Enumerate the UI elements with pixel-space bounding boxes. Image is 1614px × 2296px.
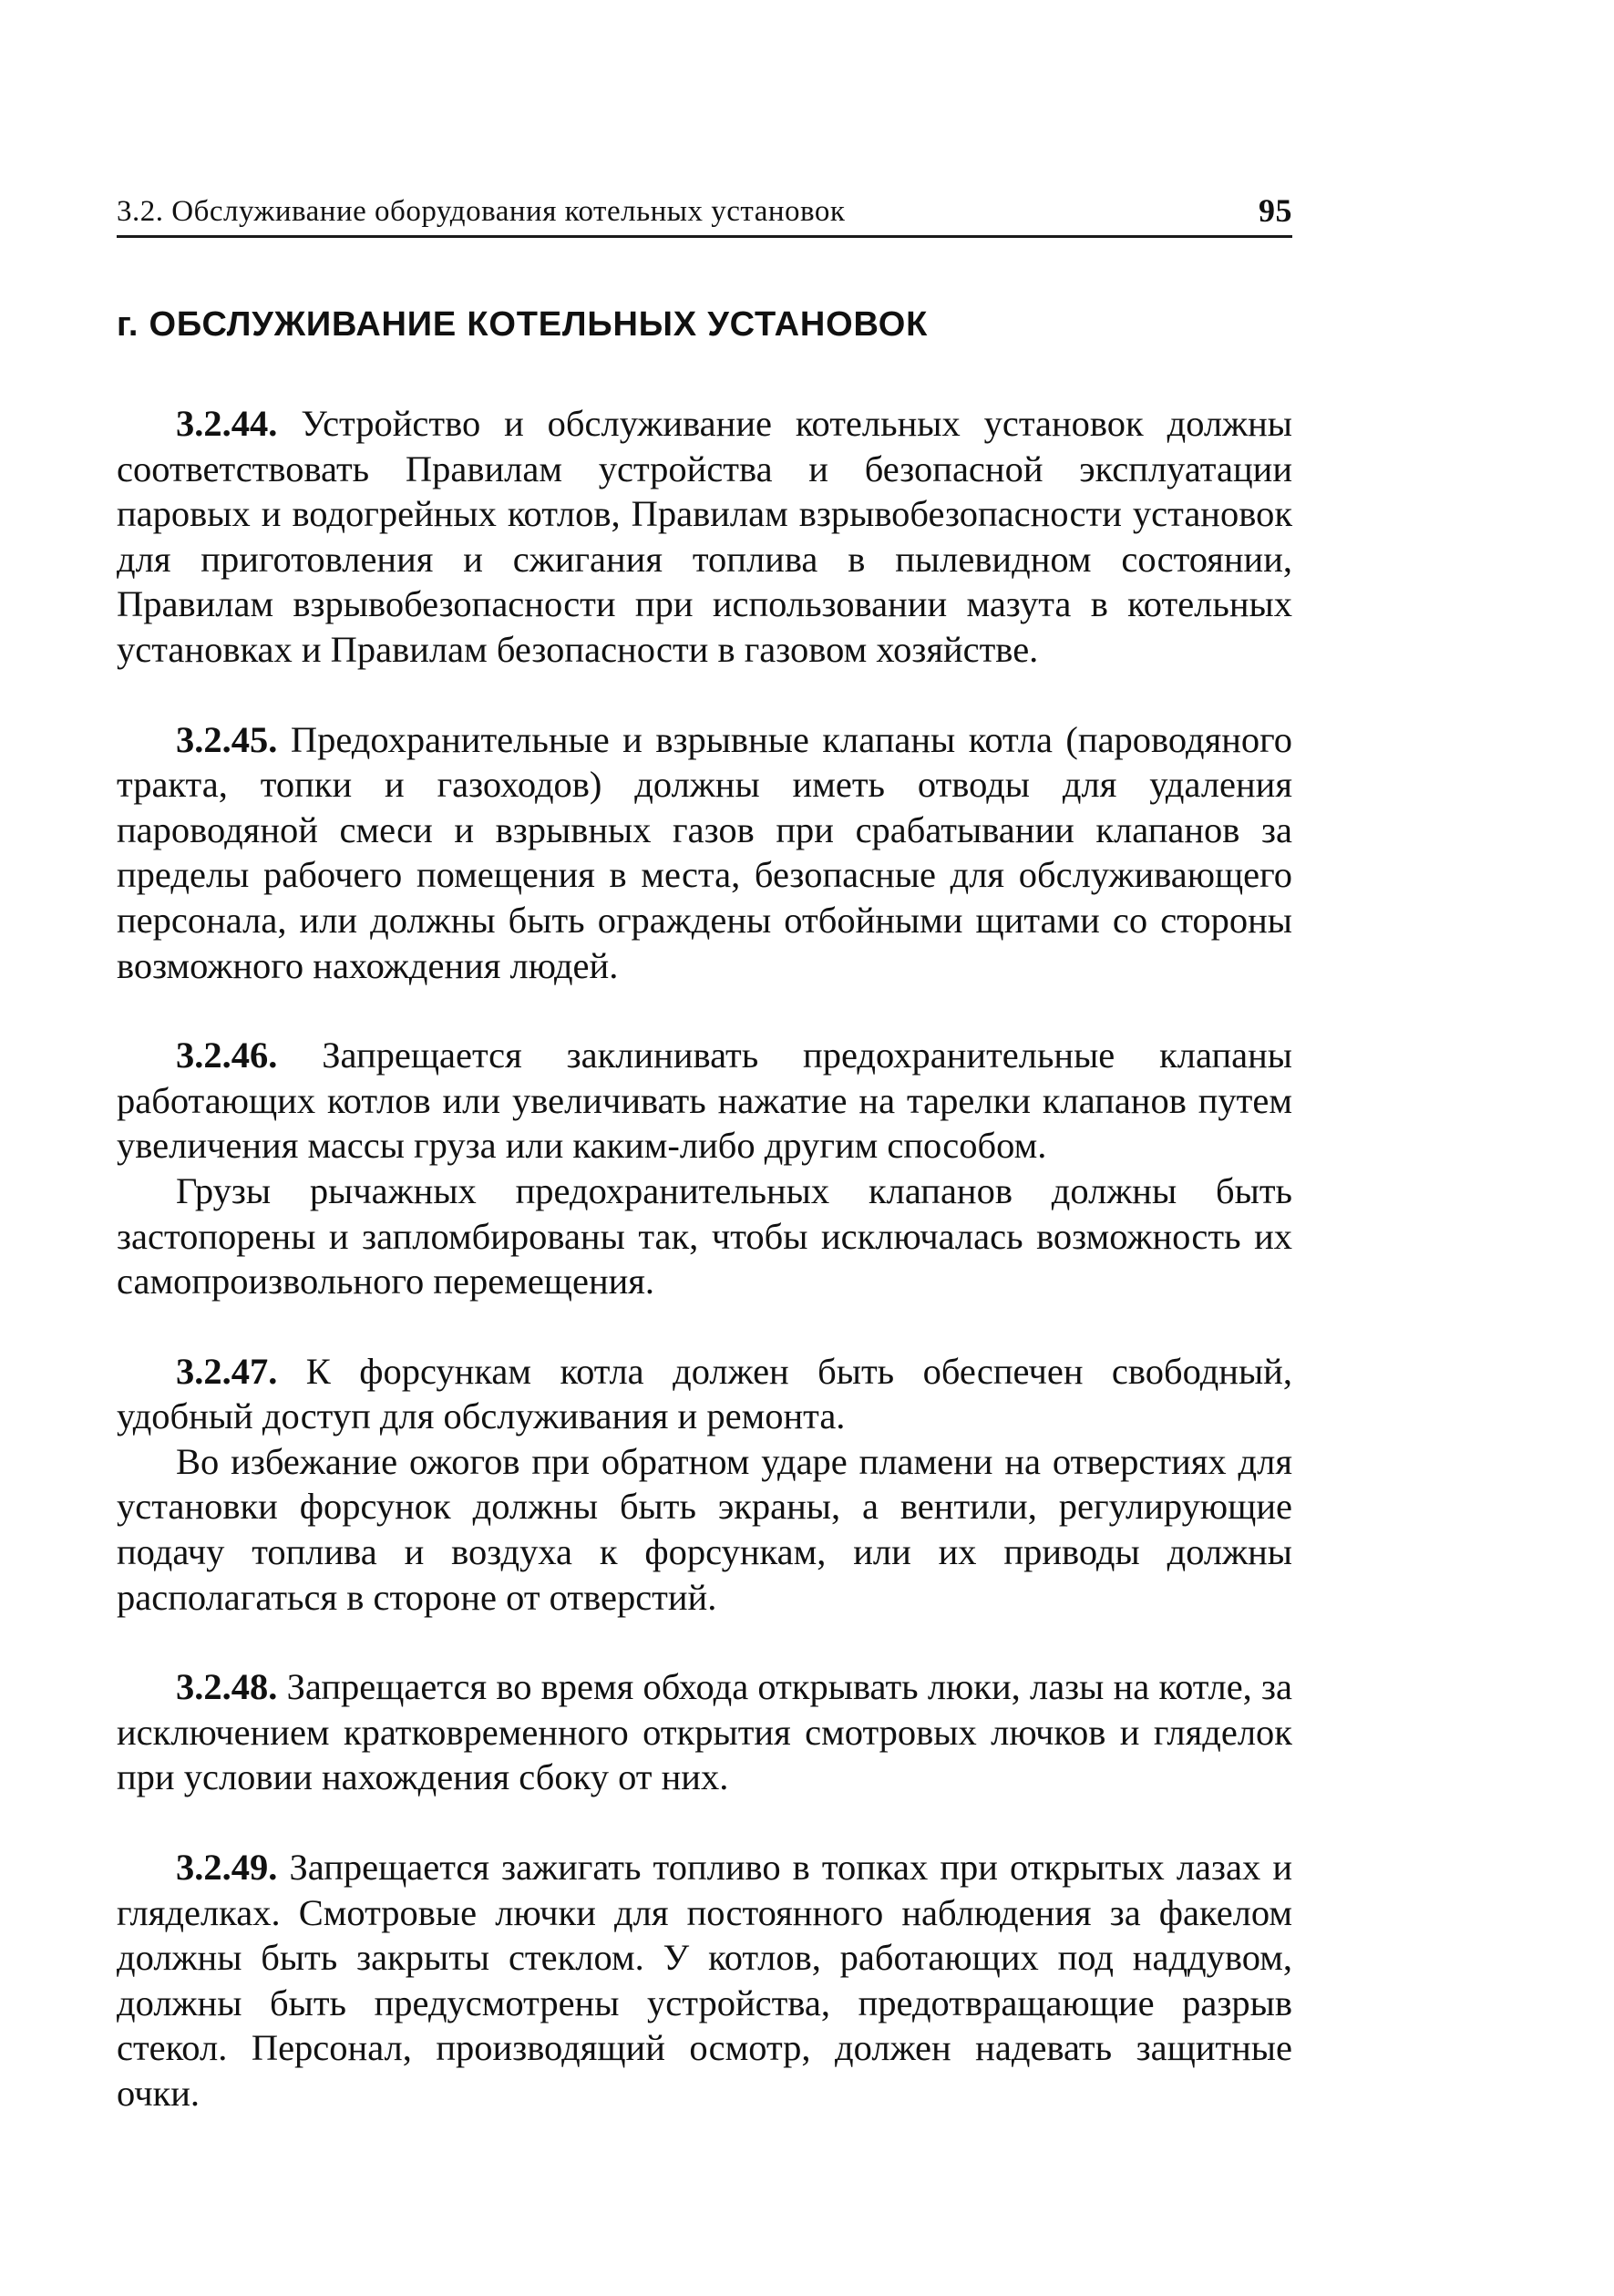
paragraph-text: Запрещается во время обхода открывать люки, лазы на котле, за исключением кратковременного открытия смотровых лючков и гляделок при условии нахождения сбоку от них.: [117, 1666, 1292, 1798]
paragraph-3-2-47: [117, 1349, 1292, 1439]
paragraph-3-2-47-cont: [117, 1439, 1292, 1620]
paragraph-3-2-46-cont: [117, 1169, 1292, 1304]
paragraph-text: К форсункам котла должен быть обеспечен свободный, удобный доступ для обслуживания и ремонта.: [117, 1350, 1292, 1437]
paragraph-3-2-49: [117, 1845, 1292, 2116]
paragraph-text: Предохранительные и взрывные клапаны котла (пароводяного тракта, топки и газоходов) должны иметь отводы для удаления пароводяной смеси и взрывных газов при срабатывании клапанов за пределы рабочего помещения в места, безопасные для обслуживающего персонала, или должны быть ограждены отбойными щитами со стороны возможного нахождения людей.: [117, 718, 1292, 986]
paragraph-text: Устройство и обслуживание котельных установок должны соответствовать Правилам устройства и безопасной эксплуатации паровых и водогрейных котлов, Правилам взрывобезопасности установок для приготовления и сжигания топлива в пылевидном состоянии, Правилам взрывобезопасности при использовании мазута в котельных установках и Правилам безопасности в газовом хозяйстве.: [117, 403, 1292, 670]
paragraph-number: 3.2.46.: [176, 1035, 278, 1076]
running-header-title: 3.2. Обслуживание оборудования котельных установок: [117, 195, 846, 228]
paragraph-3-2-46: [117, 1033, 1292, 1169]
paragraph-text: Грузы рычажных предохранительных клапанов должны быть застопорены и запломбированы так, чтобы исключалась возможность их самопроизвольного перемещения.: [117, 1169, 1292, 1302]
body-text: [117, 401, 1292, 2116]
paragraph-number: 3.2.49.: [176, 1847, 278, 1889]
page-number: 95: [1259, 192, 1292, 229]
paragraph-text: Запрещается зажигать топливо в топках при открытых лазах и гляделках. Смотровые лючки для постоянного наблюдения за факелом должны быть закрыты стеклом. У котлов, работающих под наддувом, должны быть предусмотрены устройства, предотвращающие разрыв стекол. Персонал, производящий осмотр, должен надевать защитные очки.: [117, 1847, 1292, 2114]
paragraph-number: 3.2.45.: [176, 718, 278, 760]
paragraph-number: 3.2.47.: [176, 1350, 278, 1392]
paragraph-number: 3.2.44.: [176, 403, 278, 444]
section-heading: г. ОБСЛУЖИВАНИЕ КОТЕЛЬНЫХ УСТАНОВОК: [117, 305, 929, 344]
running-header: [117, 190, 1292, 238]
paragraph-3-2-45: [117, 717, 1292, 989]
paragraph-3-2-44: [117, 401, 1292, 673]
paragraph-text: Во избежание ожогов при обратном ударе пламени на отверстиях для установки форсунок должны быть экраны, а вентили, регулирующие подачу топлива и воздуха к форсункам, или их приводы должны располагаться в стороне от отверстий.: [117, 1440, 1292, 1618]
paragraph-text: Запрещается заклинивать предохранительные клапаны работающих котлов или увеличивать нажатие на тарелки клапанов путем увеличения массы груза или каким-либо другим способом.: [117, 1035, 1292, 1167]
paragraph-3-2-48: [117, 1664, 1292, 1800]
paragraph-number: 3.2.48.: [176, 1666, 278, 1708]
